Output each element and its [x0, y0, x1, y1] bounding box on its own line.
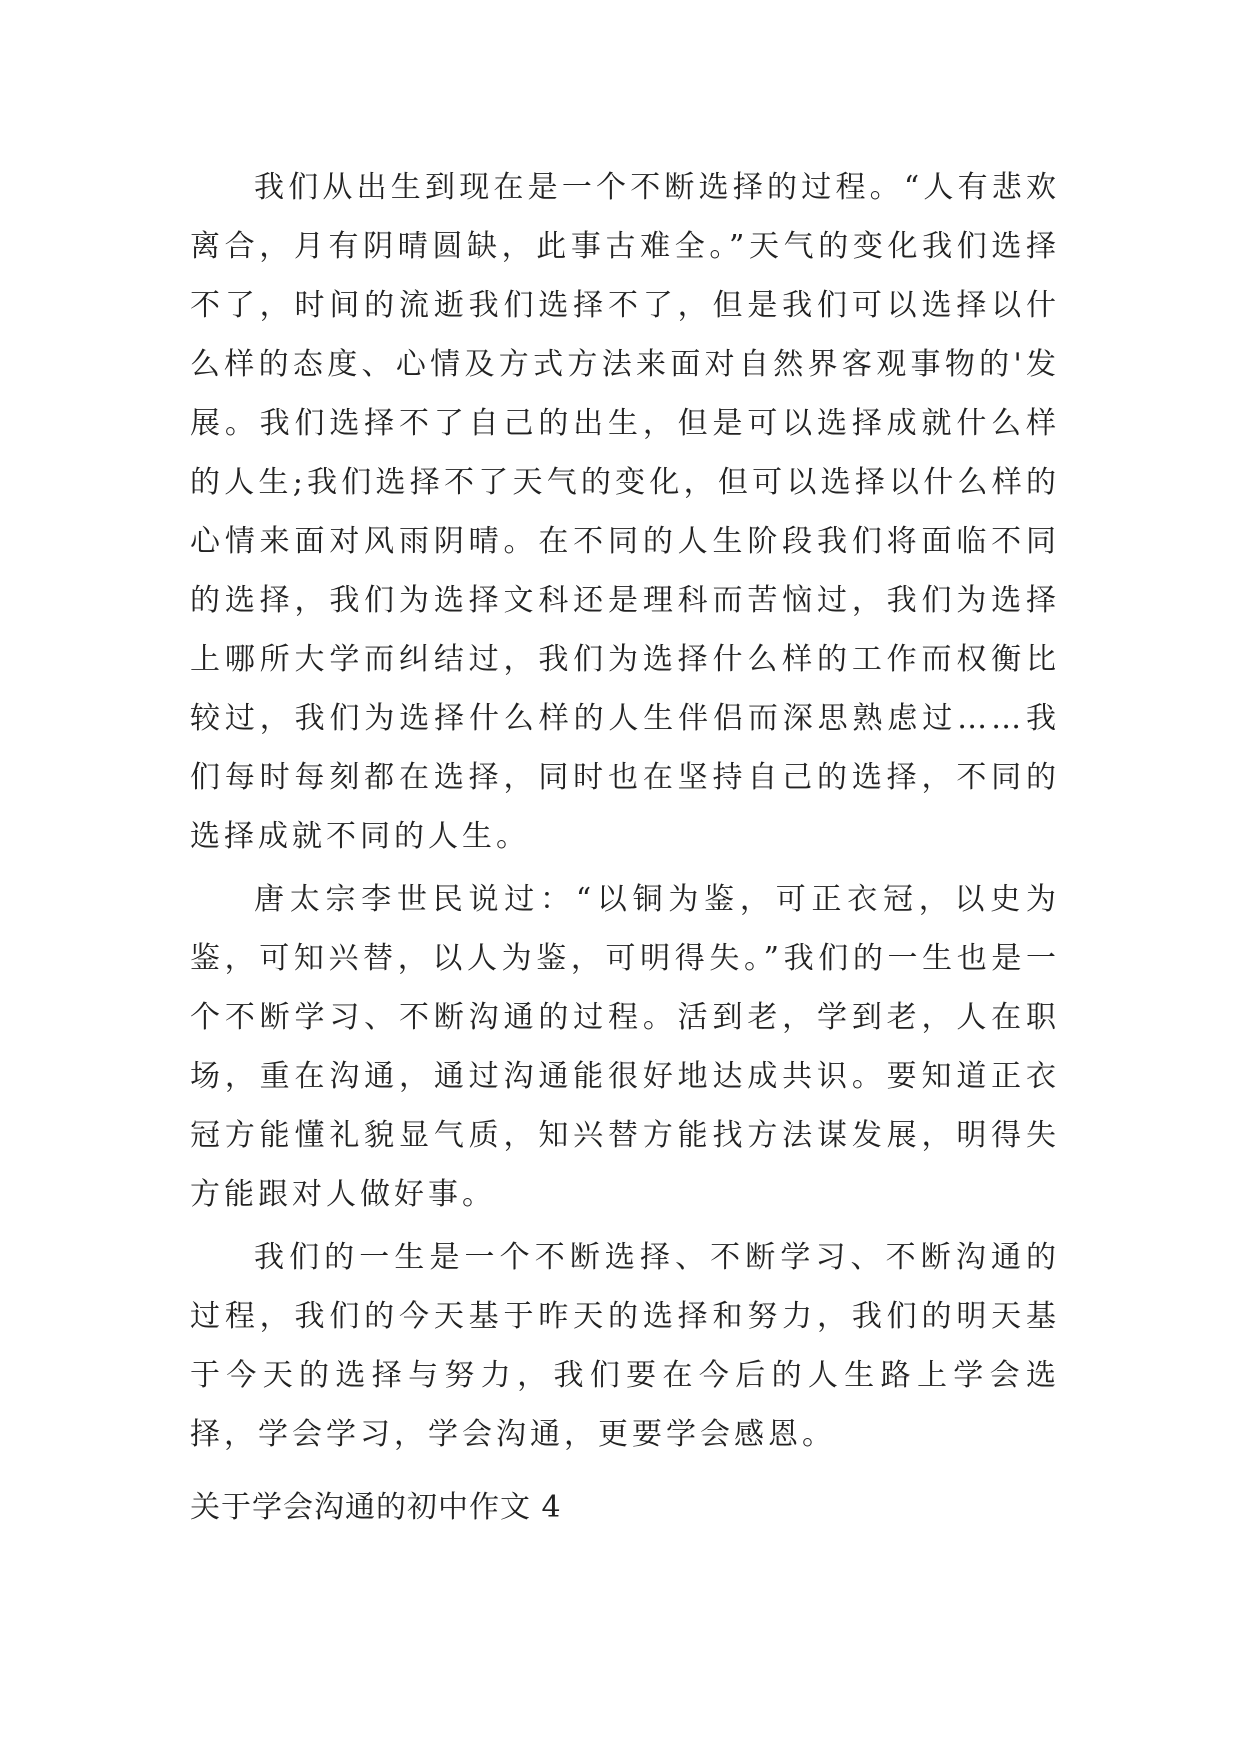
- paragraph-choice: 我们从出生到现在是一个不断选择的过程。“人有悲欢离合，月有阴晴圆缺，此事古难全。”天气的变化我们选择不了，时间的流逝我们选择不了，但是我们可以选择以什么样的态度、心情及方式方法来面对自然界客观事物的'发展。我们选择不了自己的出生，但是可以选择成就什么样的人生;我们选择不了天气的变化，但可以选择以什么样的心情来面对风雨阴晴。在不同的人生阶段我们将面临不同的选择，我们为选择文科还是理科而苦恼过，我们为选择上哪所大学而纠结过，我们为选择什么样的工作而权衡比较过，我们为选择什么样的人生伴侣而深思熟虑过……我们每时每刻都在选择，同时也在坚持自己的选择，不同的选择成就不同的人生。: [190, 170, 1060, 854]
- section-heading: 关于学会沟通的初中作文 4: [190, 1490, 562, 1525]
- paragraph-conclusion: 我们的一生是一个不断选择、不断学习、不断沟通的过程，我们的今天基于昨天的选择和努力，我们的明天基于今天的选择与努力，我们要在今后的人生路上学会选择，学会学习，学会沟通，更要学会感恩。: [190, 1240, 1060, 1452]
- paragraph-learning: 唐太宗李世民说过：“以铜为鉴，可正衣冠，以史为鉴，可知兴替，以人为鉴，可明得失。”我们的一生也是一个不断学习、不断沟通的过程。活到老，学到老，人在职场，重在沟通，通过沟通能很好地达成共识。要知道正衣冠方能懂礼貌显气质，知兴替方能找方法谋发展，明得失方能跟对人做好事。: [190, 882, 1060, 1212]
- essay-body: [190, 158, 1060, 1468]
